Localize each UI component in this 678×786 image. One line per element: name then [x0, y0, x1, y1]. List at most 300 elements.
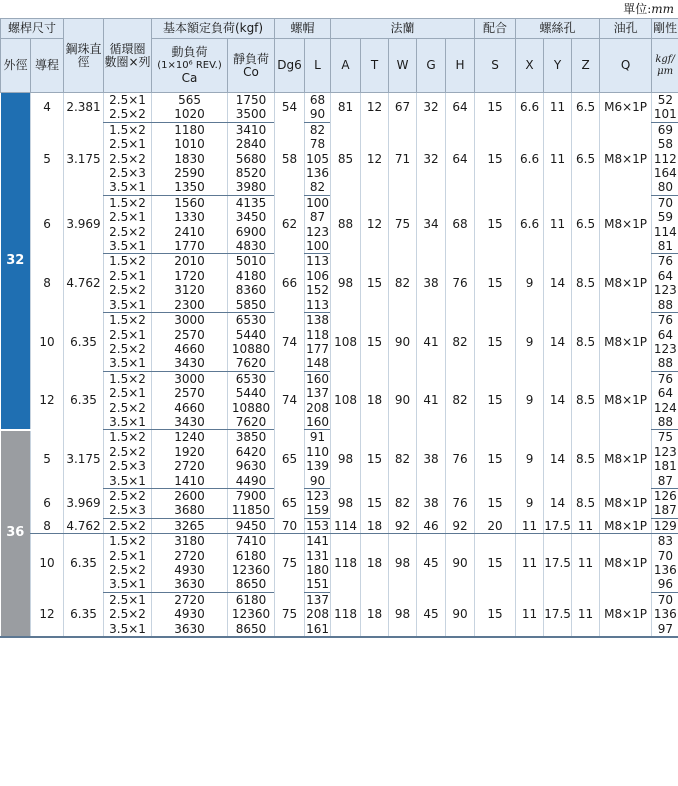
header-l: L [305, 39, 331, 93]
q-cell: M8×1P [600, 371, 652, 430]
h-cell: 92 [446, 518, 475, 533]
ball-diameter-cell: 6.35 [64, 592, 104, 636]
dynamic-load-cell: 3120 [152, 283, 228, 297]
length-cell: 91 [305, 430, 331, 445]
a-cell: 81 [331, 93, 361, 123]
z-cell: 11 [572, 534, 600, 593]
static-load-cell: 5440 [228, 386, 275, 400]
rigidity-cell: 70 [652, 195, 678, 210]
dynamic-load-cell: 2010 [152, 254, 228, 269]
length-cell: 148 [306, 356, 329, 371]
ball-diameter-cell: 3.969 [64, 488, 104, 518]
ball-diameter-cell: 3.969 [64, 195, 104, 254]
rigidity-cell: 129 [652, 518, 678, 533]
length-cell: 152 [306, 283, 329, 298]
a-cell: 88 [331, 195, 361, 254]
ball-diameter-cell: 4.762 [64, 254, 104, 313]
rigidity-cell: 126 [652, 488, 678, 503]
circuits-cell: 1.5×2 [104, 195, 152, 210]
dynamic-load-cell: 2720 [152, 592, 228, 607]
dynamic-load-cell: 2600 [152, 488, 228, 503]
lead-cell: 6 [31, 195, 64, 254]
table-row [1, 534, 678, 549]
ball-diameter-cell: 2.381 [64, 93, 104, 123]
header-dg6: Dg6 [275, 39, 305, 93]
table-row [1, 254, 678, 269]
dynamic-load-cell: 3630 [152, 577, 228, 592]
z-cell: 8.5 [572, 430, 600, 489]
dg6-cell: 74 [275, 371, 305, 430]
rigidity-cell: 70 [652, 592, 678, 607]
q-cell: M8×1P [600, 122, 652, 195]
outer-diameter-cell: 32 [1, 93, 31, 430]
static-load-cell: 6180 [228, 592, 275, 607]
ball-diameter-cell: 3.175 [64, 430, 104, 489]
circuits-cell: 2.5×3 [104, 503, 152, 518]
y-cell: 14 [544, 371, 572, 430]
circuits-cell: 2.5×1 [104, 549, 152, 563]
circuits-cell: 2.5×1 [104, 592, 152, 607]
length-cell: 113 [306, 297, 329, 312]
ball-diameter-cell: 6.35 [64, 313, 104, 372]
circuits-cell: 2.5×3 [104, 459, 152, 473]
y-cell: 11 [544, 122, 572, 195]
w-cell: 98 [389, 592, 417, 636]
header-s: S [475, 39, 516, 93]
lead-cell: 8 [31, 518, 64, 533]
y-cell: 14 [544, 313, 572, 372]
z-cell: 11 [572, 592, 600, 636]
t-cell: 12 [361, 122, 389, 195]
rigidity-cell: 76 [652, 254, 678, 269]
g-cell: 46 [417, 518, 446, 533]
static-load-cell: 3450 [228, 210, 275, 224]
q-cell: M8×1P [600, 534, 652, 593]
length-cell: 123 [306, 488, 329, 503]
length-cell: 123 [306, 224, 329, 239]
dynamic-load-cell: 1560 [152, 195, 228, 210]
s-cell: 20 [475, 518, 516, 533]
x-cell: 11 [516, 592, 544, 636]
length-cell: 138 [306, 313, 329, 328]
rigidity-cell: 136 [652, 607, 678, 621]
length-cell: 160 [306, 371, 329, 386]
static-load-cell: 8650 [228, 622, 275, 637]
table-row [1, 195, 678, 210]
header-circuits: 循環圈數圈×列 [104, 19, 152, 93]
dynamic-load-cell: 1920 [152, 445, 228, 459]
dynamic-load-cell: 565 [152, 93, 228, 108]
dg6-cell: 65 [275, 430, 305, 489]
length-cell: 110 [306, 444, 329, 459]
rigidity-cell: 76 [652, 371, 678, 386]
static-load-cell: 12360 [228, 563, 275, 577]
table-bottom-rule [0, 636, 678, 638]
rigidity-cell: 88 [652, 415, 678, 430]
dynamic-load-cell: 2720 [152, 459, 228, 473]
length-cell: 151 [306, 577, 329, 592]
q-cell: M8×1P [600, 488, 652, 518]
static-load-cell: 6420 [228, 445, 275, 459]
unit-value: mm [651, 2, 674, 16]
dynamic-load-cell: 1010 [152, 137, 228, 151]
header-oil-hole: 油孔 [600, 19, 652, 39]
circuits-cell: 2.5×2 [104, 518, 152, 533]
dg6-cell: 65 [275, 488, 305, 518]
x-cell: 9 [516, 488, 544, 518]
circuits-cell: 2.5×2 [104, 283, 152, 297]
a-cell: 118 [331, 534, 361, 593]
circuits-cell: 2.5×1 [104, 386, 152, 400]
w-cell: 75 [389, 195, 417, 254]
rigidity-cell: 88 [652, 356, 678, 371]
rigidity-cell: 96 [652, 577, 678, 592]
header-a: A [331, 39, 361, 93]
circuits-cell: 3.5×1 [104, 577, 152, 592]
rigidity-cell: 83 [652, 534, 678, 549]
rigidity-cell: 164 [652, 166, 678, 180]
t-cell: 18 [361, 371, 389, 430]
length-cell: 105 [306, 151, 329, 166]
static-load-cell: 11850 [228, 503, 275, 518]
length-cell: 82 [305, 122, 331, 137]
header-g: G [417, 39, 446, 93]
w-cell: 92 [389, 518, 417, 533]
y-cell: 14 [544, 430, 572, 489]
circuits-cell: 1.5×2 [104, 313, 152, 328]
static-load-cell: 3980 [228, 180, 275, 195]
header-nut: 螺帽 [275, 19, 331, 39]
g-cell: 41 [417, 371, 446, 430]
rigidity-cell: 123 [652, 283, 678, 297]
length-cell: 208 [306, 607, 329, 622]
rigidity-cell: 123 [652, 445, 678, 459]
s-cell: 15 [475, 254, 516, 313]
header-x: X [516, 39, 544, 93]
a-cell: 98 [331, 488, 361, 518]
y-cell: 14 [544, 488, 572, 518]
x-cell: 6.6 [516, 93, 544, 123]
circuits-cell: 3.5×1 [104, 356, 152, 371]
h-cell: 76 [446, 430, 475, 489]
x-cell: 11 [516, 518, 544, 533]
length-cell: 161 [306, 621, 329, 636]
s-cell: 15 [475, 313, 516, 372]
static-load-cell: 5440 [228, 328, 275, 342]
rigidity-cell: 81 [652, 239, 678, 254]
dynamic-load-cell: 1720 [152, 269, 228, 283]
g-cell: 38 [417, 254, 446, 313]
w-cell: 82 [389, 488, 417, 518]
w-cell: 98 [389, 534, 417, 593]
dynamic-load-cell: 2410 [152, 225, 228, 239]
dynamic-load-cell: 3430 [152, 356, 228, 371]
table-row [1, 430, 678, 445]
g-cell: 41 [417, 313, 446, 372]
dynamic-load-cell: 3630 [152, 622, 228, 637]
length-cell: 68 [305, 93, 331, 108]
static-load-cell: 9450 [228, 518, 275, 533]
dynamic-load-cell: 3430 [152, 415, 228, 430]
lead-cell: 4 [31, 93, 64, 123]
rigidity-cell: 187 [652, 503, 678, 518]
table-row [1, 518, 678, 533]
h-cell: 82 [446, 313, 475, 372]
length-cell: 177 [306, 341, 329, 356]
static-load-label: 靜負荷 [233, 51, 270, 66]
rigidity-cell: 136 [652, 563, 678, 577]
circuits-cell: 2.5×1 [104, 93, 152, 108]
x-cell: 11 [516, 534, 544, 593]
z-cell: 11 [572, 518, 600, 533]
z-cell: 6.5 [572, 195, 600, 254]
outer-diameter-cell: 36 [1, 430, 31, 637]
s-cell: 15 [475, 592, 516, 636]
g-cell: 34 [417, 195, 446, 254]
length-cell: 87 [305, 210, 331, 224]
header-w: W [389, 39, 417, 93]
rigidity-cell: 75 [652, 430, 678, 445]
header-static-load [228, 39, 275, 93]
a-cell: 98 [331, 254, 361, 313]
dg6-cell: 66 [275, 254, 305, 313]
dynamic-load-cell: 1240 [152, 430, 228, 445]
length-cell: 90 [305, 107, 331, 122]
length-cell: 78 [305, 137, 331, 151]
table-row [1, 93, 678, 108]
circuits-cell: 2.5×2 [104, 342, 152, 356]
header-rigidity-unit: kgf/μm [652, 39, 678, 93]
static-load-cell: 7410 [228, 534, 275, 549]
q-cell: M8×1P [600, 313, 652, 372]
g-cell: 32 [417, 93, 446, 123]
circuits-cell: 1.5×2 [104, 534, 152, 549]
circuits-cell: 2.5×1 [104, 210, 152, 224]
a-cell: 98 [331, 430, 361, 489]
dg6-cell: 75 [275, 534, 305, 593]
rigidity-cell: 101 [652, 107, 678, 122]
dg6-cell: 70 [275, 518, 305, 533]
circuits-cell: 2.5×2 [104, 107, 152, 122]
dynamic-load-cell: 1350 [152, 180, 228, 195]
length-cell: 153 [306, 518, 329, 533]
s-cell: 15 [475, 195, 516, 254]
circuits-cell: 1.5×2 [104, 371, 152, 386]
table-row [1, 488, 678, 503]
y-cell: 17.5 [544, 534, 572, 593]
length-cell: 131 [306, 548, 329, 563]
length-cell: 90 [305, 474, 331, 489]
dynamic-load-cell: 4660 [152, 401, 228, 415]
length-cell: 106 [306, 268, 329, 283]
rigidity-cell: 64 [652, 328, 678, 342]
static-load-cell: 6180 [228, 549, 275, 563]
g-cell: 32 [417, 122, 446, 195]
q-cell: M8×1P [600, 430, 652, 489]
length-cell: 160 [306, 414, 329, 429]
y-cell: 11 [544, 93, 572, 123]
ball-screw-spec-table [0, 18, 678, 637]
dynamic-load-cell: 3000 [152, 313, 228, 328]
y-cell: 14 [544, 254, 572, 313]
rigidity-cell: 52 [652, 93, 678, 108]
lead-cell: 10 [31, 534, 64, 593]
header-h: H [446, 39, 475, 93]
dynamic-load-cell: 2300 [152, 298, 228, 313]
table-header [1, 19, 678, 93]
z-cell: 6.5 [572, 122, 600, 195]
rigidity-cell: 64 [652, 386, 678, 400]
static-load-cell: 8650 [228, 577, 275, 592]
length-cell: 137 [306, 592, 329, 607]
length-cell: 100 [306, 195, 329, 210]
t-cell: 15 [361, 430, 389, 489]
static-load-cell: 2840 [228, 137, 275, 151]
table-row [1, 122, 678, 137]
header-fit: 配合 [475, 19, 516, 39]
header-lead: 導程 [31, 39, 64, 93]
length-cell: 180 [306, 563, 329, 577]
table-row [1, 592, 678, 607]
rigidity-cell: 76 [652, 313, 678, 328]
table-body [1, 93, 678, 637]
dynamic-load-cell: 3680 [152, 503, 228, 518]
t-cell: 18 [361, 518, 389, 533]
g-cell: 45 [417, 534, 446, 593]
circuits-cell: 1.5×2 [104, 430, 152, 445]
q-cell: M8×1P [600, 195, 652, 254]
length-cell: 137 [306, 386, 329, 401]
w-cell: 67 [389, 93, 417, 123]
dynamic-load-cell: 1830 [152, 152, 228, 166]
dynamic-load-cell: 3180 [152, 534, 228, 549]
h-cell: 90 [446, 534, 475, 593]
x-cell: 9 [516, 254, 544, 313]
circuits-cell: 2.5×2 [104, 152, 152, 166]
static-load-cell: 5010 [228, 254, 275, 269]
g-cell: 38 [417, 488, 446, 518]
length-cell: 208 [306, 400, 329, 415]
rigidity-cell: 88 [652, 298, 678, 313]
header-dynamic-load [152, 39, 228, 93]
h-cell: 82 [446, 371, 475, 430]
rigidity-cell: 114 [652, 225, 678, 239]
dynamic-load-cell: 1020 [152, 107, 228, 122]
w-cell: 90 [389, 313, 417, 372]
h-cell: 64 [446, 122, 475, 195]
rigidity-cell: 80 [652, 180, 678, 195]
t-cell: 15 [361, 313, 389, 372]
length-cell: 139 [306, 459, 329, 474]
dynamic-load-cell: 3265 [152, 518, 228, 533]
dg6-cell: 54 [275, 93, 305, 123]
x-cell: 9 [516, 313, 544, 372]
y-cell: 17.5 [544, 518, 571, 533]
dynamic-load-cell: 2570 [152, 386, 228, 400]
rigidity-cell: 124 [652, 401, 678, 415]
dynamic-load-cell: 1770 [152, 239, 228, 254]
w-cell: 82 [389, 254, 417, 313]
lead-cell: 6 [31, 488, 64, 518]
static-load-cell: 8360 [228, 283, 275, 297]
y-cell: 11 [544, 195, 572, 254]
circuits-cell: 2.5×2 [104, 488, 152, 503]
circuits-cell: 3.5×1 [104, 622, 152, 637]
q-cell: M6×1P [600, 93, 652, 123]
static-load-cell: 3410 [228, 122, 275, 137]
s-cell: 15 [475, 430, 516, 489]
header-load-rating: 基本額定負荷(kgf) [152, 19, 275, 39]
header-bolt-hole: 螺絲孔 [516, 19, 600, 39]
rigidity-cell: 59 [652, 210, 678, 224]
q-cell: M8×1P [600, 518, 652, 533]
header-z: Z [572, 39, 600, 93]
dynamic-symbol: Ca [181, 71, 198, 85]
y-cell: 17.5 [544, 592, 572, 636]
circuits-cell: 3.5×1 [104, 180, 152, 195]
header-screw-size: 螺桿尺寸 [1, 19, 64, 39]
g-cell: 38 [417, 430, 446, 489]
static-load-cell: 3500 [228, 107, 275, 122]
static-load-cell: 4490 [228, 474, 275, 489]
static-load-cell: 5850 [228, 298, 275, 313]
circuits-cell: 2.5×1 [104, 269, 152, 283]
circuits-cell: 3.5×1 [104, 415, 152, 430]
rigidity-cell: 181 [652, 459, 678, 473]
length-cell: 159 [306, 503, 329, 518]
circuits-cell: 2.5×2 [104, 607, 152, 621]
dynamic-load-cell: 1330 [152, 210, 228, 224]
a-cell: 85 [331, 122, 361, 195]
t-cell: 12 [361, 195, 389, 254]
static-load-cell: 7620 [228, 356, 275, 371]
length-cell: 118 [306, 327, 329, 342]
ball-diameter-cell: 6.35 [64, 371, 104, 430]
dynamic-load-cell: 2720 [152, 549, 228, 563]
t-cell: 15 [361, 254, 389, 313]
static-load-cell: 9630 [228, 459, 275, 473]
dg6-cell: 75 [275, 592, 305, 636]
ball-diameter-cell: 3.175 [64, 122, 104, 195]
dynamic-revs-label: (1×10⁶ REV.) [157, 60, 222, 71]
length-cell: 82 [305, 180, 331, 195]
dynamic-load-cell: 2590 [152, 166, 228, 180]
h-cell: 68 [446, 195, 475, 254]
circuits-cell: 3.5×1 [104, 474, 152, 489]
static-symbol: Co [243, 64, 259, 79]
circuits-cell: 3.5×1 [104, 239, 152, 254]
a-cell: 114 [331, 518, 361, 533]
header-rigidity: 剛性 [652, 19, 678, 39]
a-cell: 108 [331, 371, 361, 430]
h-cell: 90 [446, 592, 475, 636]
q-cell: M8×1P [600, 254, 652, 313]
t-cell: 15 [361, 488, 389, 518]
static-load-cell: 3850 [228, 430, 275, 445]
static-load-cell: 5680 [228, 152, 275, 166]
rigidity-cell: 87 [652, 474, 678, 489]
dynamic-load-cell: 1180 [152, 122, 228, 137]
z-cell: 8.5 [572, 488, 600, 518]
dg6-cell: 58 [275, 122, 305, 195]
circuits-cell: 2.5×2 [104, 401, 152, 415]
static-load-cell: 4135 [228, 195, 275, 210]
static-load-cell: 10880 [228, 342, 275, 356]
rigidity-cell: 97 [652, 622, 678, 637]
t-cell: 12 [361, 93, 389, 123]
w-cell: 82 [389, 430, 417, 489]
rigidity-cell: 64 [652, 269, 678, 283]
